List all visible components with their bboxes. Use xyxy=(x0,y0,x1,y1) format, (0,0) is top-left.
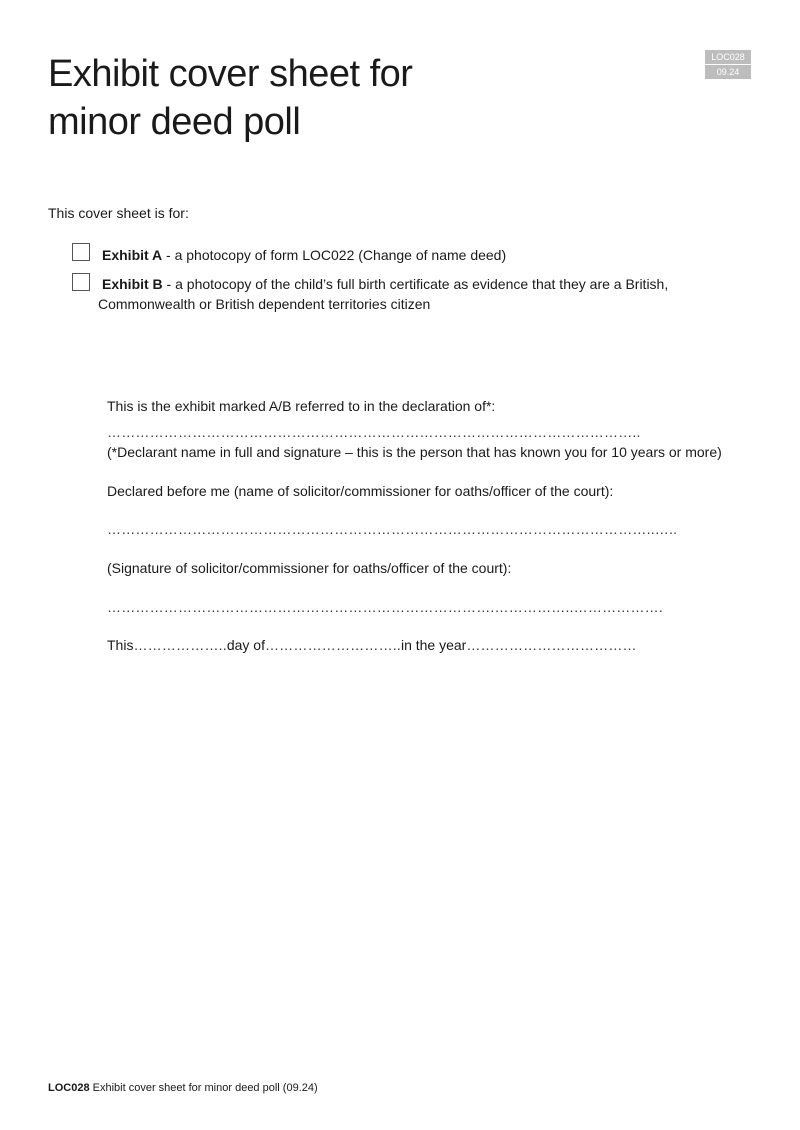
date-year-label: in the year xyxy=(400,637,467,653)
page-footer xyxy=(48,1081,318,1095)
exhibit-b-checkbox[interactable] xyxy=(72,273,90,291)
form-code: LOC028 xyxy=(711,52,745,62)
exhibit-a-checkbox[interactable] xyxy=(72,243,90,261)
footer-code: LOC028 xyxy=(48,1082,90,1094)
footer-text: Exhibit cover sheet for minor deed poll (09.24) xyxy=(89,1082,318,1094)
exhibit-b-label: Exhibit B xyxy=(102,276,163,292)
page-title xyxy=(48,50,412,146)
date-day-of-label: day of xyxy=(226,637,265,653)
exhibit-a-description: - a photocopy of form LOC022 (Change of name deed) xyxy=(162,247,507,263)
form-date: 09.24 xyxy=(705,64,751,79)
officer-signature-label: (Signature of solicitor/commissioner for oaths/officer of the court): xyxy=(107,560,512,576)
declarant-signature-field[interactable]: ………………………………………………………………………………………………….. xyxy=(107,424,641,440)
declared-before-label: Declared before me (name of solicitor/commissioner for oaths/officer of the court): xyxy=(107,483,614,499)
title-line-1: Exhibit cover sheet for xyxy=(48,53,413,95)
officer-name-field[interactable]: ……………………………………………………………………………………………………..….. xyxy=(107,521,678,537)
intro-text: This cover sheet is for: xyxy=(48,205,189,221)
date-day-field[interactable]: ……………….. xyxy=(133,637,227,653)
exhibit-b-description-line2: Commonwealth or British dependent territories citizen xyxy=(98,296,431,312)
exhibit-b-description-line1: - a photocopy of the child’s full birth certificate as evidence that they are a British, xyxy=(162,276,669,292)
date-this-label: This xyxy=(107,637,134,653)
declaration-line: This is the exhibit marked A/B referred to in the declaration of*: xyxy=(107,398,496,414)
form-code-badge xyxy=(705,50,751,79)
exhibit-a-text xyxy=(102,245,506,265)
date-year-field[interactable]: ……………………………… xyxy=(466,637,637,653)
title-line-2: minor deed poll xyxy=(48,101,301,143)
exhibit-a-label: Exhibit A xyxy=(102,247,163,263)
officer-signature-field[interactable]: ……………………………………………………………………….……………..………………. xyxy=(107,599,663,615)
declarant-note: (*Declarant name in full and signature – this is the person that has known you for 10 years or more) xyxy=(107,444,722,460)
date-month-field[interactable]: ……………………….. xyxy=(264,637,401,653)
exhibit-b-text xyxy=(102,274,668,294)
date-line xyxy=(107,635,637,655)
